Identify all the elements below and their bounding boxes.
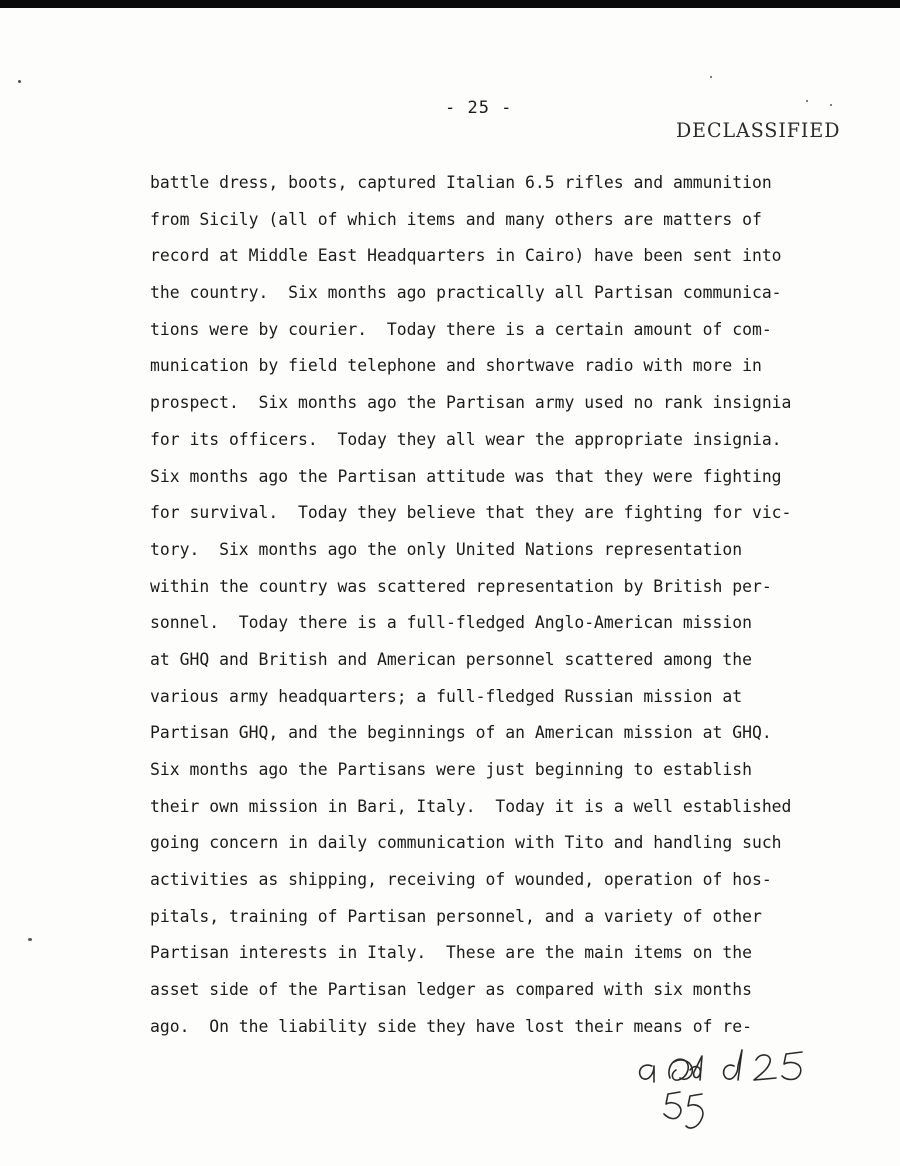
text-line: sonnel. Today there is a full-fledged Anglo-American mission bbox=[150, 613, 752, 633]
text-line: Partisan interests in Italy. These are the main items on the bbox=[150, 943, 752, 963]
text-line: activities as shipping, receiving of wounded, operation of hos- bbox=[150, 870, 772, 890]
text-line: Partisan GHQ, and the beginnings of an American mission at GHQ. bbox=[150, 723, 772, 743]
text-line: from Sicily (all of which items and many others are matters of bbox=[150, 209, 762, 229]
text-line: at GHQ and British and American personnel scattered among the bbox=[150, 649, 752, 669]
page-number: - 25 - bbox=[445, 98, 513, 118]
text-line: Six months ago the Partisans were just beginning to establish bbox=[150, 760, 752, 779]
text-line: ago. On the liability side they have lost their means of re- bbox=[150, 1016, 752, 1036]
text-line: record at Middle East Headquarters in Cairo) have been sent into bbox=[150, 246, 782, 266]
text-line: battle dress, boots, captured Italian 6.5 rifles and ammunition bbox=[150, 173, 772, 192]
text-line: asset side of the Partisan ledger as compared with six months bbox=[150, 980, 752, 1000]
text-line: within the country was scattered representation by British per- bbox=[150, 576, 772, 596]
text-line: munication by field telephone and shortwave radio with more in bbox=[150, 356, 762, 376]
text-line: the country. Six months ago practically all Partisan communica- bbox=[150, 283, 782, 303]
declassified-stamp: DECLASSIFIED bbox=[676, 118, 841, 142]
scan-top-border bbox=[0, 0, 900, 8]
text-line: pitals, training of Partisan personnel, and a variety of other bbox=[150, 906, 762, 926]
text-line: various army headquarters; a full-fledged Russian mission at bbox=[150, 686, 743, 706]
text-line: tory. Six months ago the only United Nations representation bbox=[150, 539, 743, 559]
scan-speck bbox=[28, 938, 32, 941]
scan-speck bbox=[830, 104, 832, 106]
scan-speck bbox=[710, 76, 712, 78]
text-line: their own mission in Bari, Italy. Today it is a well established bbox=[150, 796, 792, 816]
text-line: for its officers. Today they all wear the appropriate insignia. bbox=[150, 429, 782, 449]
text-line: prospect. Six months ago the Partisan army used no rank insignia bbox=[150, 393, 792, 413]
scan-speck bbox=[806, 100, 808, 102]
scan-speck bbox=[18, 80, 21, 83]
text-line: Six months ago the Partisan attitude was that they were fighting bbox=[150, 466, 782, 486]
text-line: tions were by courier. Today there is a certain amount of com- bbox=[150, 319, 772, 339]
text-line: going concern in daily communication with Tito and handling such bbox=[150, 833, 782, 853]
body-text bbox=[150, 168, 862, 1049]
text-line: for survival. Today they believe that they are fighting for vic- bbox=[150, 503, 792, 523]
handwritten-notation bbox=[630, 1048, 820, 1148]
